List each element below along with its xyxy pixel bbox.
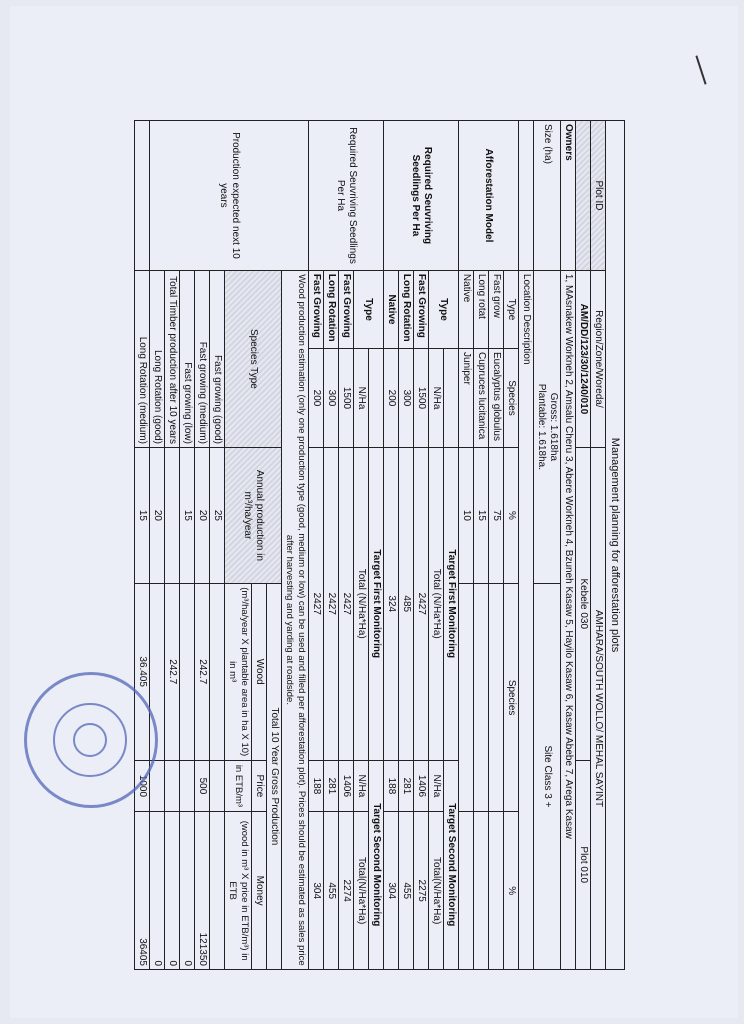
plantable-area: Plantable: 1.618ha. <box>536 383 547 470</box>
production-row: Long Rotation (good) 20 0 <box>150 121 165 970</box>
seedling-row: Fast Growing 200 2427 188 304 <box>309 121 324 970</box>
seedling-row: Fast Growing 1500 2427 1406 2274 <box>339 121 354 970</box>
production-row: Fast growing (medium) 20 242.7 500 121350 <box>195 121 210 970</box>
seedling-row: Long Rotation 300 485 281 455 <box>399 121 414 970</box>
model-row: Native Juniper 10 <box>459 121 474 970</box>
rotated-form <box>55 120 625 970</box>
afforestation-model-label: Afforestation Model <box>459 121 519 271</box>
owners-label: Owners <box>561 121 576 271</box>
species-type-header: Species Type <box>225 270 282 447</box>
management-table: Management planning for afforestation plots Plot ID Region/Zone/Woreda/ AMHARA/SOUTH WOLLO/ MEHAL SAYINT AM/DD/123/30/1240/010 Kebele 030 Plot 010 Owners 1, MAsnakew Workneh 2, Amsalu Cheru 3, Abere Workneh 4, Bzuneh Kasaw 5, Hayilo Kasaw 6, Kasaw Abebe 7, Arega Kasaw Size (ha) Gross: 1.618ha Plantable: 1.618ha. Site Class 3 + Location Description Afforestation Model Type Species % Species % Fast grow Eucalyptus globulus 75 Long rotat Cupruces lucitanica 15 Native Juniper 10 Required Seuvriving Seedlings Per Ha Type Target First Monitoring Target Second Monitoring N/Ha Total (N/Ha*Ha) N/Ha Total(N/Ha*Ha) Fast Growing 1500 2427 1406 2275 Long Rotation 300 485 281 455 Native 200 324 188 304 Required Seuvriving Seedlings Per Ha Type Target First Monitoring Target Second Monitoring N/Ha Total (N/Ha*Ha) N/Ha Total(N/Ha*Ha) Fast Growing 1500 2427 1406 2274 Long Rotation 300 2427 281 455 Fast Growing 200 2427 188 304 Production expected next 10 years Wood production estimation (only one production type (good, medium or low) can be used and filled per afforestation plot). Prices should be estimated as sales price after harvesting and yarding at roadside. Species Type Annual production in m³/ha/year Total 10 Year Gross Production Wood Price Money (m³/ha/year X plantable area in ha X 10) in m³ in ETB/m³ (wood in m³ X price in ETB/m³) in ETB Fast growing (good) 25 Fast growing (medium) 20 242.7 500 121350 Fast growing (low) 15 0 Total Timber production after 10 years 242.7 0 Long Rotation (good) 20 0 Long Rotation (medium) 15 36.405 1000 36405 <box>134 120 625 970</box>
seedling-row: Fast Growing 1500 2427 1406 2275 <box>414 121 429 970</box>
percent-header: % <box>504 447 519 583</box>
official-stamp <box>24 672 158 808</box>
target-first-header-2: Target First Monitoring <box>369 447 384 760</box>
type-header: Type <box>504 270 519 348</box>
page-title: Management planning for afforestation plots <box>606 121 625 970</box>
region-value: AMHARA/SOUTH WOLLO/ MEHAL SAYINT <box>591 447 606 969</box>
gross-area: Gross: 1.618ha <box>548 392 559 462</box>
seedling-row: Native 200 324 188 304 <box>384 121 399 970</box>
required-seedlings-label: Required Seuvriving Seedlings Per Ha <box>384 121 459 271</box>
production-label: Production expected next 10 years <box>150 121 309 271</box>
species-header: Species <box>504 349 519 448</box>
production-row: Total Timber production after 10 years 242.7 0 <box>165 121 180 970</box>
model-row: Fast grow Eucalyptus globulus 75 <box>489 121 504 970</box>
site-class: Site Class 3 + <box>534 583 561 969</box>
production-row: Fast growing (good) 25 <box>210 121 225 970</box>
plot-number: Plot 010 <box>576 760 591 969</box>
location-label: Location Description <box>519 270 534 969</box>
owners-value: 1, MAsnakew Workneh 2, Amsalu Cheru 3, Abere Workneh 4, Bzuneh Kasaw 5, Hayilo Kasaw 6, Kasaw Abebe 7, Arega Kasaw <box>561 270 576 969</box>
type-header-first: Type <box>429 270 459 348</box>
plot-id-value: AM/DD/123/30/1240/010 <box>576 270 591 447</box>
production-row: Fast growing (low) 15 0 <box>180 121 195 970</box>
type-header-second: Type <box>354 270 384 348</box>
production-row: Long Rotation (medium) 15 36.405 1000 36405 <box>135 121 150 970</box>
annual-production-header: Annual production in m³/ha/year <box>225 447 282 583</box>
required-seedlings-label-2: Required Seuvriving Seedlings Per Ha <box>309 121 384 271</box>
region-label: Region/Zone/Woreda/ <box>591 270 606 447</box>
species-header-2: Species <box>504 583 519 811</box>
kebele-value: Kebele 030 <box>576 447 591 760</box>
target-second-header: Target Second Monitoring <box>444 760 459 969</box>
plot-id-label: Plot ID <box>591 121 606 271</box>
percent-header-2: % <box>504 812 519 970</box>
model-row: Long rotat Cupruces lucitanica 15 <box>474 121 489 970</box>
total-gross-header: Total 10 Year Gross Production <box>267 583 282 969</box>
target-first-header: Target First Monitoring <box>444 447 459 760</box>
target-second-header-2: Target Second Monitoring <box>369 760 384 969</box>
seedling-row: Long Rotation 300 2427 281 455 <box>324 121 339 970</box>
wood-production-note: Wood production estimation (only one production type (good, medium or low) can be used and filled per afforestation plot). Prices should be estimated as sales price after harvesting and yarding at roadside. <box>282 270 309 969</box>
size-label: Size (ha) <box>534 121 561 271</box>
